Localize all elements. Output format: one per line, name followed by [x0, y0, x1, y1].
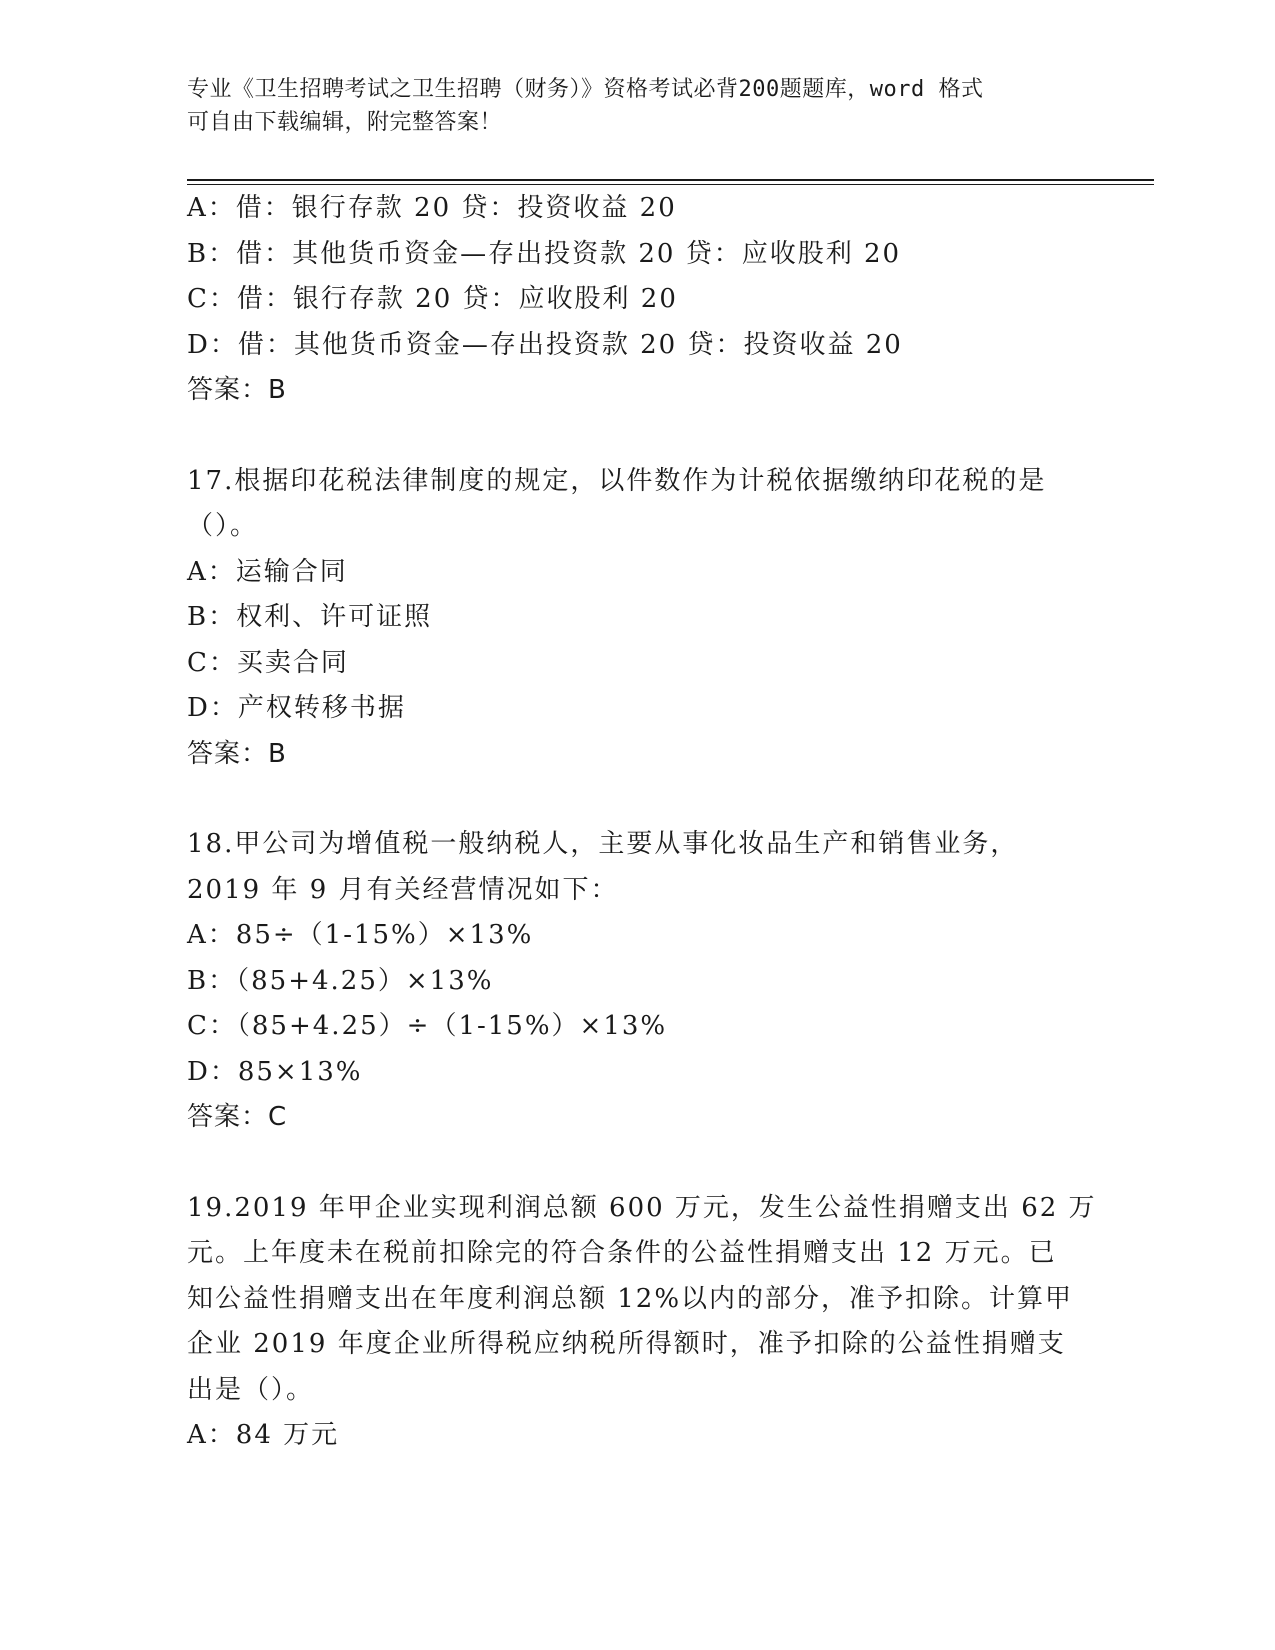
question-17-option-c: C：买卖合同 — [187, 647, 349, 678]
question-16-option-c: C：借：银行存款 20 贷：应收股利 20 — [187, 284, 678, 314]
question-17-answer: 答案：B — [187, 738, 287, 769]
question-19-stem-line-5: 出是（）。 — [187, 1374, 315, 1405]
header-title-line-2: 可自由下载编辑，附完整答案！ — [187, 110, 503, 135]
question-18-answer: 答案：C — [187, 1102, 288, 1132]
question-18-block — [187, 822, 1087, 1141]
header-rule-thin — [187, 184, 1154, 185]
question-18-stem-line-1: 18.甲公司为增值税一般纳税人，主要从事化妆品生产和销售业务， — [187, 829, 1019, 859]
question-19-stem-line-2: 元。上年度未在税前扣除完的符合条件的公益性捐赠支出 12 万元。已 — [187, 1238, 1057, 1268]
question-18-option-b: B：（85+4.25）×13% — [187, 965, 494, 996]
question-19-option-a: A：84 万元 — [187, 1420, 340, 1450]
question-17-option-a: A：运输合同 — [187, 556, 348, 587]
question-17-stem-line-1: 17.根据印花税法律制度的规定，以件数作为计税依据缴纳印花税的是 — [187, 465, 1047, 496]
question-16-block — [187, 186, 1087, 414]
question-19-block — [187, 1186, 1097, 1459]
question-17-option-b: B：权利、许可证照 — [187, 602, 433, 632]
question-16-option-a: A：借：银行存款 20 贷：投资收益 20 — [187, 193, 677, 223]
question-18-option-d: D：85×13% — [187, 1056, 363, 1087]
question-16-answer: 答案：B — [187, 375, 287, 405]
question-17-stem-line-2: （）。 — [187, 511, 259, 541]
document-header — [187, 73, 1067, 139]
question-19-stem-line-4: 企业 2019 年度企业所得税应纳税所得额时，准予扣除的公益性捐赠支 — [187, 1329, 1066, 1359]
question-19-stem-line-1: 19.2019 年甲企业实现利润总额 600 万元，发生公益性捐赠支出 62 万 — [187, 1192, 1097, 1223]
question-16-option-d: D：借：其他货币资金—存出投资款 20 贷：投资收益 20 — [187, 329, 903, 360]
question-18-option-c: C：（85+4.25）÷（1-15%）×13% — [187, 1011, 668, 1041]
question-content — [187, 186, 1097, 1459]
question-16-option-b: B：借：其他货币资金—存出投资款 20 贷：应收股利 20 — [187, 238, 902, 269]
header-title-line-1: 专业《卫生招聘考试之卫生招聘（财务）》资格考试必背200题题库，word 格式 — [187, 77, 984, 102]
question-18-stem-line-2: 2019 年 9 月有关经营情况如下： — [187, 874, 619, 905]
question-18-option-a: A：85÷（1-15%）×13% — [187, 920, 534, 950]
question-19-stem-line-3: 知公益性捐赠支出在年度利润总额 12%以内的部分，准予扣除。计算甲 — [187, 1283, 1074, 1314]
question-17-block — [187, 459, 1087, 778]
question-17-option-d: D：产权转移书据 — [187, 693, 406, 723]
header-rule-thick — [187, 179, 1154, 181]
